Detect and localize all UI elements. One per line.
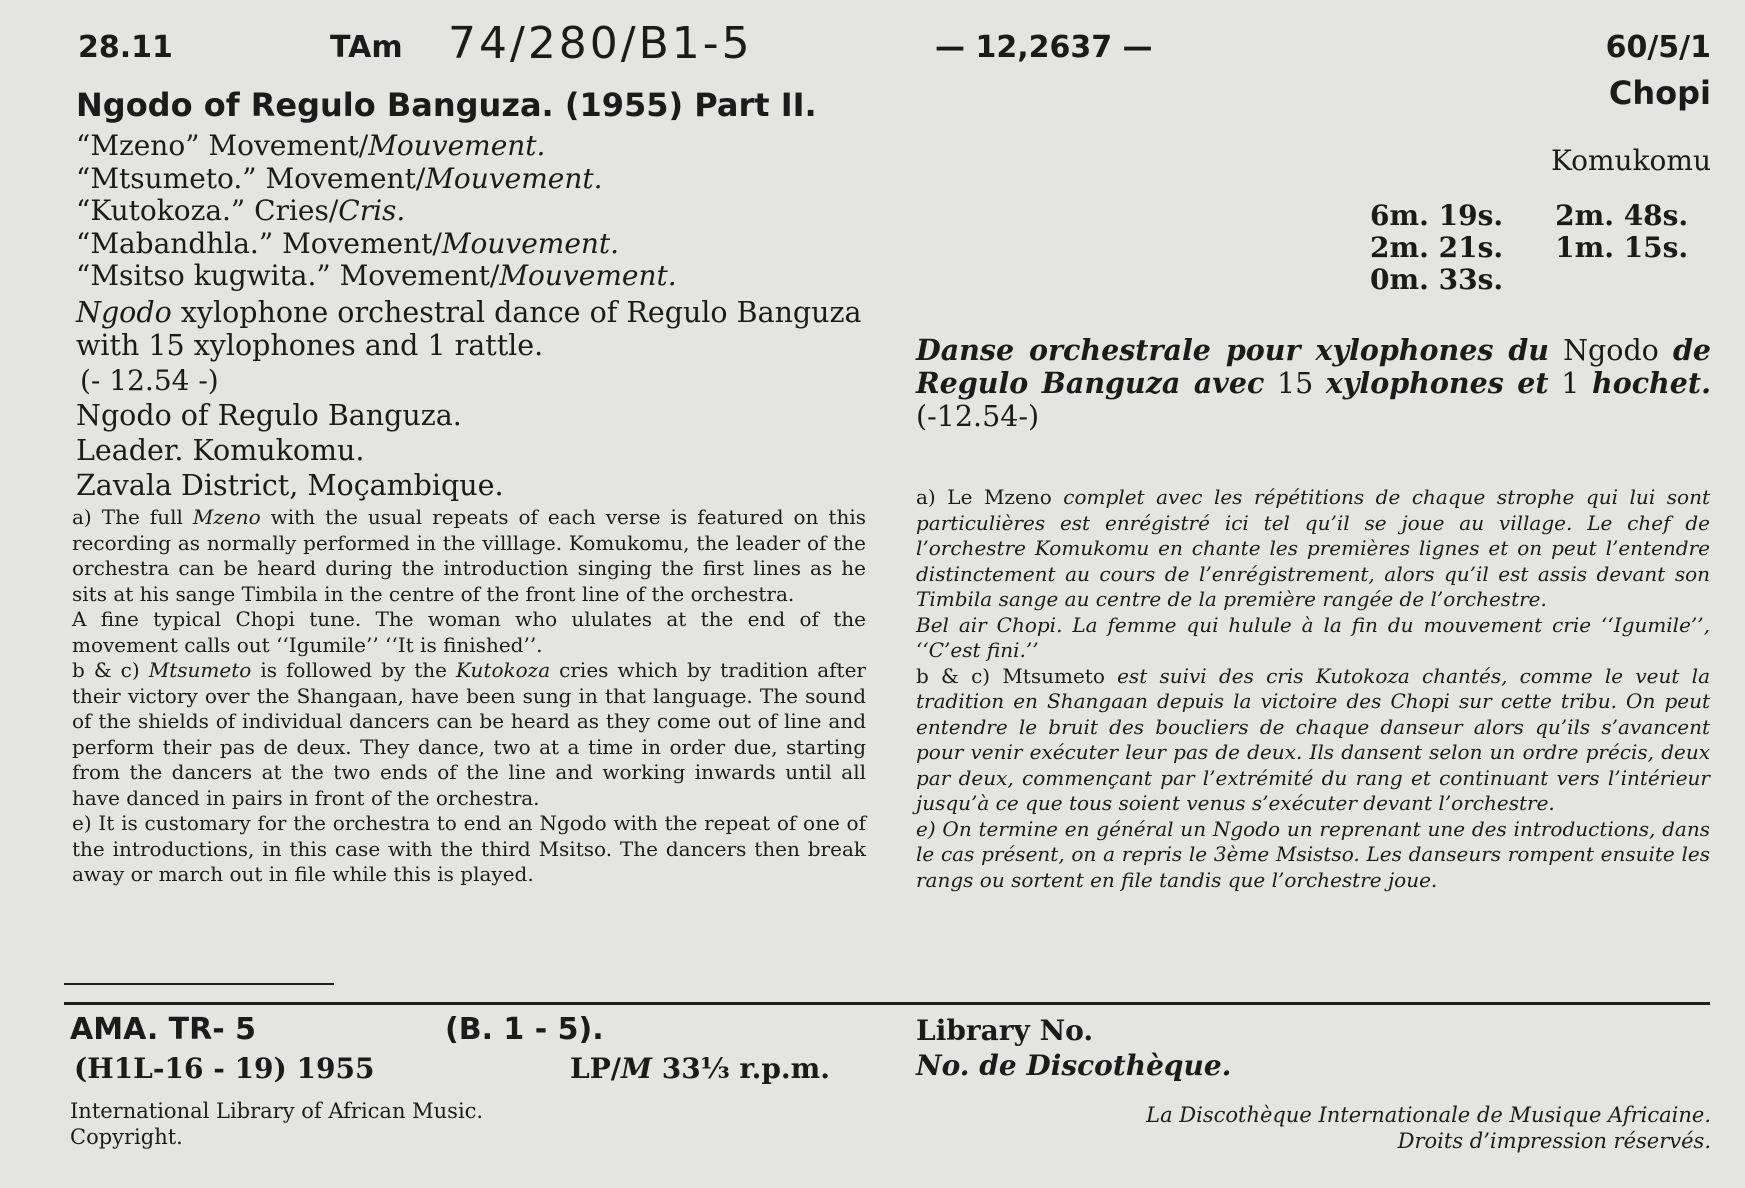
movement-item: “Mzeno” Movement/Mouvement. (76, 129, 546, 162)
library-number-label-french: No. de Discothèque. (916, 1049, 1232, 1082)
note-paragraph: b & c) Mtsumeto is followed by the Kutokoza cries which by tradition after their victory over the Shangaan, have been sung in that language. The sound of the shields of individual dancers can be heard as they come out of line and perform their pas de deux. They dance, two at a time in order due, starting from the dancers at the two ends of the line and working inwards until all have danced in pairs in front of the orchestra. (72, 658, 866, 810)
duration-cell: 2m. 21s. (1370, 231, 1504, 264)
library-number-label: Library No. (916, 1014, 1094, 1047)
note-paragraph: A fine typical Chopi tune. The woman who ululates at the end of the movement calls out ‘‘Igumile’’ ‘‘It is finished’’. (72, 607, 866, 657)
tribe-name: Chopi (1608, 74, 1711, 112)
matrix-number: (H1L-16 - 19) 1955 (74, 1052, 375, 1085)
note-paragraph: a) Le Mzeno complet avec les répétitions de chaque strophe qui lui sont particulières est enrégistré ici tel qu’il se joue au village. Le chef de l’orchestre Komukomu en chante les premières lignes et on peut l’entendre distinctement au cours de l’enrégistrement, alors qu’il est assis devant son Timbila sange au centre de la première rangée de l’orchestre. (916, 485, 1710, 611)
info-line: Leader. Komukomu. (76, 434, 365, 467)
duration-cell: 6m. 19s. (1370, 199, 1504, 232)
handwritten-reference: 74/280/B1-5 (448, 18, 753, 69)
duration-row (1370, 200, 1688, 232)
movement-item: “Kutokoza.” Cries/Cris. (76, 194, 406, 227)
record-title: Ngodo of Regulo Banguza. (1955) Part II. (76, 86, 817, 124)
side-tracks: (B. 1 - 5). (445, 1012, 604, 1047)
note-paragraph: a) The full Mzeno with the usual repeats of each verse is featured on this recording as normally performed in the villlage. Komukomu, the leader of the orchestra can be heard during the introduction singing the first lines as he sits at his sange Timbila in the centre of the front line of the orchestra. (72, 505, 866, 606)
underline-rule (64, 983, 334, 985)
description-french: Danse orchestrale pour xylophones du Ngodo de Regulo Banguza avec 15 xylophones et 1 hochet. (-12.54-) (916, 333, 1711, 433)
catalogue-code: AMA. TR- 5 (70, 1012, 257, 1047)
divider-rule (64, 1002, 1710, 1005)
record-format: LP/M 33⅓ r.p.m. (570, 1052, 831, 1085)
movement-item: “Msitso kugwita.” Movement/Mouvement. (76, 259, 677, 292)
duration-cell: 2m. 48s. (1555, 199, 1689, 232)
movement-item: “Mabandhla.” Movement/Mouvement. (76, 226, 620, 260)
record-number: 28.11 (78, 30, 173, 65)
notes-english (72, 505, 866, 888)
duration-row (1370, 264, 1688, 296)
movement-item: “Mtsumeto.” Movement/Mouvement. (76, 161, 603, 195)
durations-table (1370, 200, 1688, 296)
movements-list (76, 130, 677, 293)
catalogue-number: — 12,2637 — (935, 30, 1153, 65)
duration-cell: 1m. 15s. (1555, 231, 1689, 264)
note-paragraph: e) It is customary for the orchestra to end an Ngodo with the repeat of one of the introductions, in this case with the third Msitso. The dancers then break away or march out in file while this is played. (72, 811, 866, 886)
tribe-code: 60/5/1 (1605, 30, 1711, 65)
publisher-english: International Library of African Music. Copyright. (70, 1099, 484, 1149)
info-line: Zavala District, Moçambique. (76, 469, 504, 502)
duration-cell (1503, 264, 1688, 296)
series-label: TAm (330, 30, 403, 65)
duration-row (1370, 232, 1688, 264)
publisher-french: La Discothèque Internationale de Musique Africaine. Droits d’impression réservés. (1146, 1103, 1711, 1153)
info-line: Ngodo of Regulo Banguza. (76, 399, 462, 432)
note-paragraph: b & c) Mtsumeto est suivi des cris Kutokoza chantés, comme le veut la tradition en Shangaan depuis la victoire des Chopi sur cette tribu. On peut entendre le bruit des boucliers de chaque danseur alors qu’ils s’avancent pour venir exécuter leur pas de deux. Ils dansent selon un ordre précis, deux par deux, commençant par l’extrémité du rang et continuant vers l’intérieur jusqu’à ce que tous soient venus s’exécuter devant l’orchestre. (916, 663, 1710, 815)
recording-info (76, 398, 504, 503)
notes-french (916, 485, 1710, 893)
note-paragraph: Bel air Chopi. La femme qui hulule à la fin du mouvement crie ‘‘Igumile’’, ‘‘C’est fini.’’ (916, 612, 1710, 662)
description-english: Ngodo xylophone orchestral dance of Regulo Banguza with 15 xylophones and 1 rattle. (76, 296, 862, 362)
total-duration: (- 12.54 -) (80, 364, 219, 397)
note-paragraph: e) On termine en général un Ngodo un reprenant une des introductions, dans le cas présent, on a repris le 3ème Msistso. Les danseurs rompent ensuite les rangs ou sortent en file tandis que l’orchestre joue. (916, 816, 1710, 892)
duration-cell: 0m. 33s. (1370, 263, 1504, 296)
leader-name: Komukomu (1550, 144, 1711, 177)
